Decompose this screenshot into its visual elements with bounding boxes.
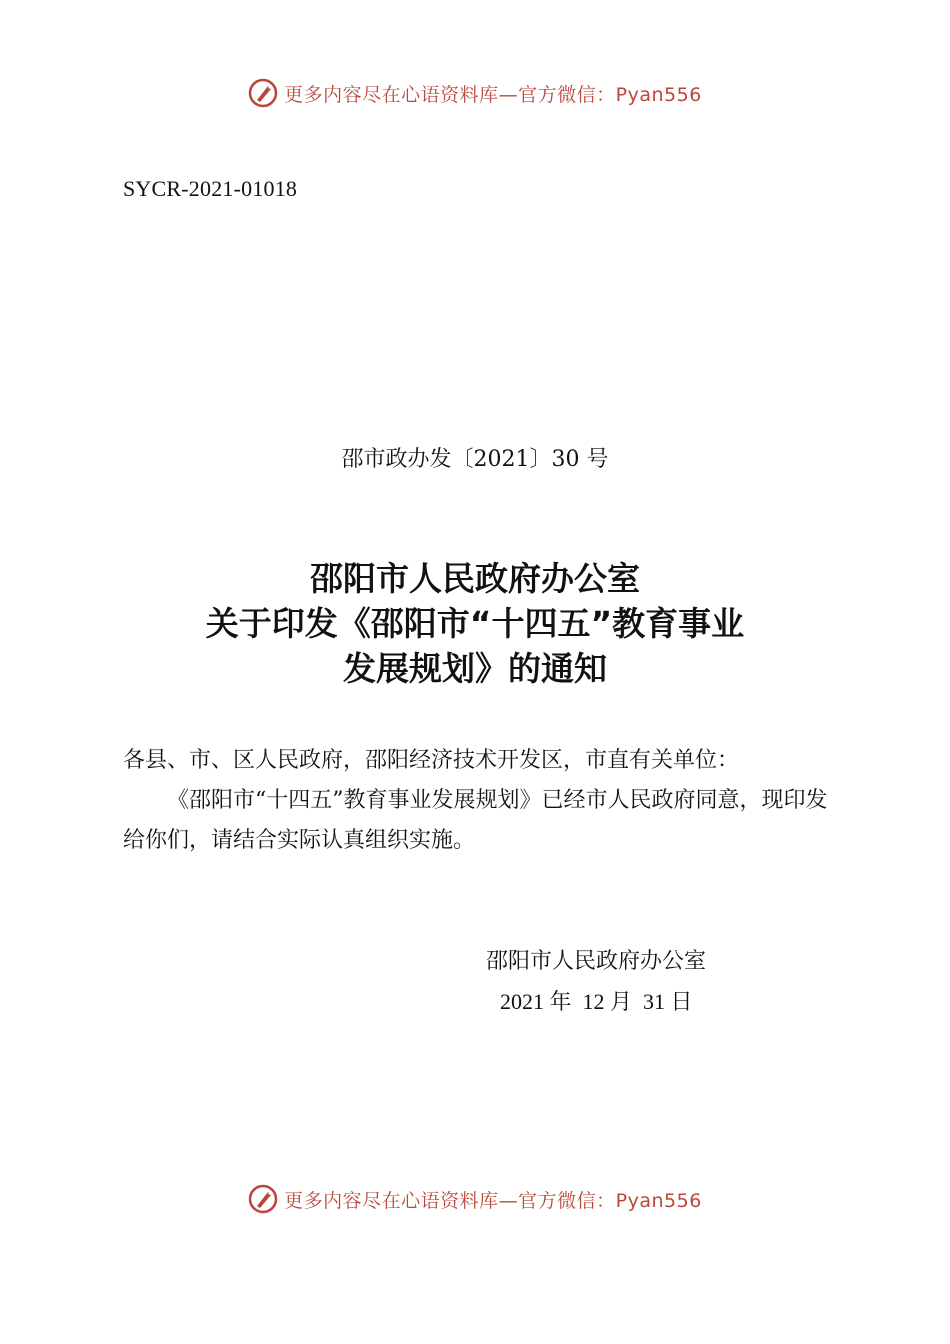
body-paragraph: 《邵阳市“十四五”教育事业发展规划》已经市人民政府同意，现印发给你们，请结合实际认真组织实施。 xyxy=(123,788,828,853)
pen-logo-icon xyxy=(248,78,278,108)
signature-block xyxy=(486,942,706,1022)
document-body xyxy=(123,741,843,861)
document-code: SYCR-2021-01018 xyxy=(123,176,298,201)
footer-watermark xyxy=(0,1179,950,1219)
title-line: 发展规划》的通知 xyxy=(343,649,607,688)
watermark-text: 更多内容尽在心语资料库—官方微信：Pyan556 xyxy=(284,1189,702,1212)
watermark-text: 更多内容尽在心语资料库—官方微信：Pyan556 xyxy=(284,83,702,106)
title-line: 邵阳市人民政府办公室 xyxy=(310,559,640,598)
issue-date: 2021 年 12 月 31 日 xyxy=(500,989,693,1014)
pen-logo-icon xyxy=(248,1184,278,1214)
salutation: 各县、市、区人民政府，邵阳经济技术开发区，市直有关单位： xyxy=(123,748,740,773)
issuer: 邵阳市人民政府办公室 xyxy=(486,949,707,974)
header-watermark xyxy=(0,73,950,113)
document-number: 邵市政办发〔2021〕30 号 xyxy=(341,447,609,472)
title-line: 关于印发《邵阳市“十四五”教育事业 xyxy=(205,604,745,643)
document-title xyxy=(0,556,950,691)
